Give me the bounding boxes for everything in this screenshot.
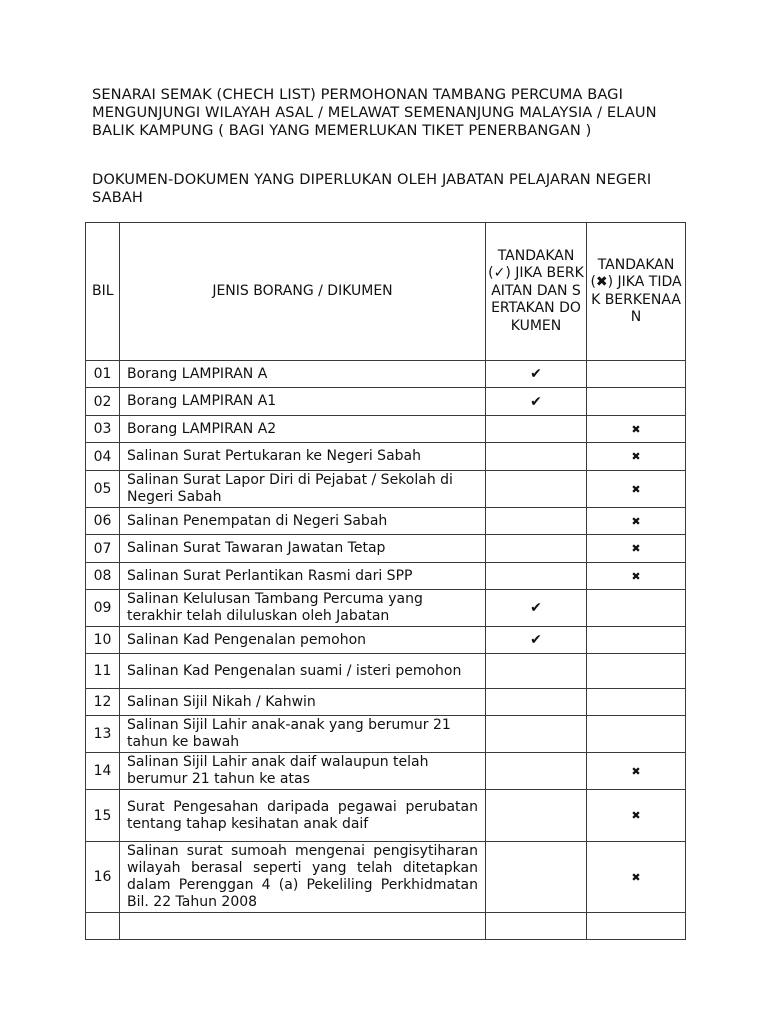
- empty-mark-cell: [486, 535, 587, 563]
- row-document-name: Salinan Penempatan di Negeri Sabah: [120, 508, 486, 535]
- row-document-name: Salinan Kad Pengenalan pemohon: [120, 627, 486, 654]
- row-document-name: [120, 913, 486, 940]
- empty-mark-cell: [486, 416, 587, 443]
- row-document-name: Borang LAMPIRAN A1: [120, 388, 486, 416]
- empty-mark-cell: [587, 388, 686, 416]
- check-mark-icon: ✔: [486, 627, 587, 654]
- row-document-name: Salinan Surat Lapor Diri di Pejabat / Sekolah di Negeri Sabah: [120, 471, 486, 508]
- row-document-name: Salinan Surat Tawaran Jawatan Tetap: [120, 535, 486, 563]
- table-row: [86, 508, 686, 535]
- row-bil: 06: [86, 508, 120, 535]
- empty-mark-cell: [587, 913, 686, 940]
- row-bil: 16: [86, 842, 120, 913]
- empty-mark-cell: [587, 654, 686, 689]
- row-document-name: Salinan Sijil Nikah / Kahwin: [120, 689, 486, 716]
- cross-mark-icon: ✖: [587, 471, 686, 508]
- row-bil: 02: [86, 388, 120, 416]
- cross-mark-icon: ✖: [587, 535, 686, 563]
- table-row: [86, 790, 686, 842]
- row-document-name: Salinan surat sumoah mengenai pengisytiharan wilayah berasal seperti yang telah ditetapkan dalam Perenggan 4 (a) Pekeliling Perkhidmatan Bil. 22 Tahun 2008: [120, 842, 486, 913]
- empty-mark-cell: [486, 753, 587, 790]
- row-document-name: Borang LAMPIRAN A: [120, 361, 486, 388]
- empty-mark-cell: [587, 590, 686, 627]
- empty-mark-cell: [587, 716, 686, 753]
- empty-mark-cell: [587, 627, 686, 654]
- row-document-name: Salinan Sijil Lahir anak-anak yang berumur 21 tahun ke bawah: [120, 716, 486, 753]
- table-row: [86, 361, 686, 388]
- table-row: [86, 443, 686, 471]
- row-bil: 13: [86, 716, 120, 753]
- row-document-name: Salinan Kad Pengenalan suami / isteri pemohon: [120, 654, 486, 689]
- row-document-name: Salinan Kelulusan Tambang Percuma yang terakhir telah diluluskan oleh Jabatan: [120, 590, 486, 627]
- row-bil: 15: [86, 790, 120, 842]
- row-bil: 14: [86, 753, 120, 790]
- table-row: [86, 590, 686, 627]
- header-bil: BIL: [86, 223, 120, 361]
- empty-mark-cell: [486, 508, 587, 535]
- table-row: [86, 471, 686, 508]
- check-mark-icon: ✔: [486, 388, 587, 416]
- row-bil: [86, 913, 120, 940]
- row-bil: 03: [86, 416, 120, 443]
- empty-mark-cell: [486, 471, 587, 508]
- cross-mark-icon: ✖: [587, 443, 686, 471]
- table-row: [86, 913, 686, 940]
- table-row: [86, 753, 686, 790]
- empty-mark-cell: [587, 689, 686, 716]
- check-mark-icon: ✔: [486, 590, 587, 627]
- table-row: [86, 388, 686, 416]
- row-bil: 11: [86, 654, 120, 689]
- table-row: [86, 416, 686, 443]
- empty-mark-cell: [486, 716, 587, 753]
- cross-mark-icon: ✖: [587, 753, 686, 790]
- header-tandakan-tidak-berkenaan: TANDAKAN (✖) JIKA TIDAK BERKENAAN: [587, 223, 686, 361]
- cross-mark-icon: ✖: [587, 790, 686, 842]
- row-bil: 05: [86, 471, 120, 508]
- row-bil: 01: [86, 361, 120, 388]
- row-document-name: Salinan Sijil Lahir anak daif walaupun telah berumur 21 tahun ke atas: [120, 753, 486, 790]
- document-subtitle: DOKUMEN-DOKUMEN YANG DIPERLUKAN OLEH JABATAN PELAJARAN NEGERI SABAH: [92, 171, 652, 206]
- row-document-name: Salinan Surat Perlantikan Rasmi dari SPP: [120, 563, 486, 590]
- row-bil: 04: [86, 443, 120, 471]
- checklist-table: [85, 222, 686, 940]
- table-row: [86, 627, 686, 654]
- empty-mark-cell: [486, 443, 587, 471]
- row-document-name: Salinan Surat Pertukaran ke Negeri Sabah: [120, 443, 486, 471]
- table-row: [86, 535, 686, 563]
- header-tandakan-berkaitan: TANDAKAN (✓) JIKA BERKAITAN DAN SERTAKAN DOKUMEN: [486, 223, 587, 361]
- row-bil: 08: [86, 563, 120, 590]
- empty-mark-cell: [486, 913, 587, 940]
- table-row: [86, 654, 686, 689]
- table-row: [86, 563, 686, 590]
- cross-mark-icon: ✖: [587, 563, 686, 590]
- row-bil: 09: [86, 590, 120, 627]
- empty-mark-cell: [486, 654, 587, 689]
- cross-mark-icon: ✖: [587, 508, 686, 535]
- document-title: SENARAI SEMAK (CHECH LIST) PERMOHONAN TAMBANG PERCUMA BAGI MENGUNJUNGI WILAYAH ASAL / MELAWAT SEMENANJUNG MALAYSIA / ELAUN BALIK KAMPUNG ( BAGI YANG MEMERLUKAN TIKET PENERBANGAN ): [92, 86, 657, 139]
- table-row: [86, 689, 686, 716]
- empty-mark-cell: [486, 842, 587, 913]
- empty-mark-cell: [587, 361, 686, 388]
- table-row: [86, 716, 686, 753]
- empty-mark-cell: [486, 689, 587, 716]
- row-bil: 07: [86, 535, 120, 563]
- row-document-name: Surat Pengesahan daripada pegawai perubatan tentang tahap kesihatan anak daif: [120, 790, 486, 842]
- check-mark-icon: ✔: [486, 361, 587, 388]
- table-row: [86, 842, 686, 913]
- row-bil: 10: [86, 627, 120, 654]
- row-document-name: Borang LAMPIRAN A2: [120, 416, 486, 443]
- cross-mark-icon: ✖: [587, 416, 686, 443]
- row-bil: 12: [86, 689, 120, 716]
- empty-mark-cell: [486, 563, 587, 590]
- cross-mark-icon: ✖: [587, 842, 686, 913]
- table-header-row: [86, 223, 686, 361]
- header-jenis: JENIS BORANG / DIKUMEN: [120, 223, 486, 361]
- empty-mark-cell: [486, 790, 587, 842]
